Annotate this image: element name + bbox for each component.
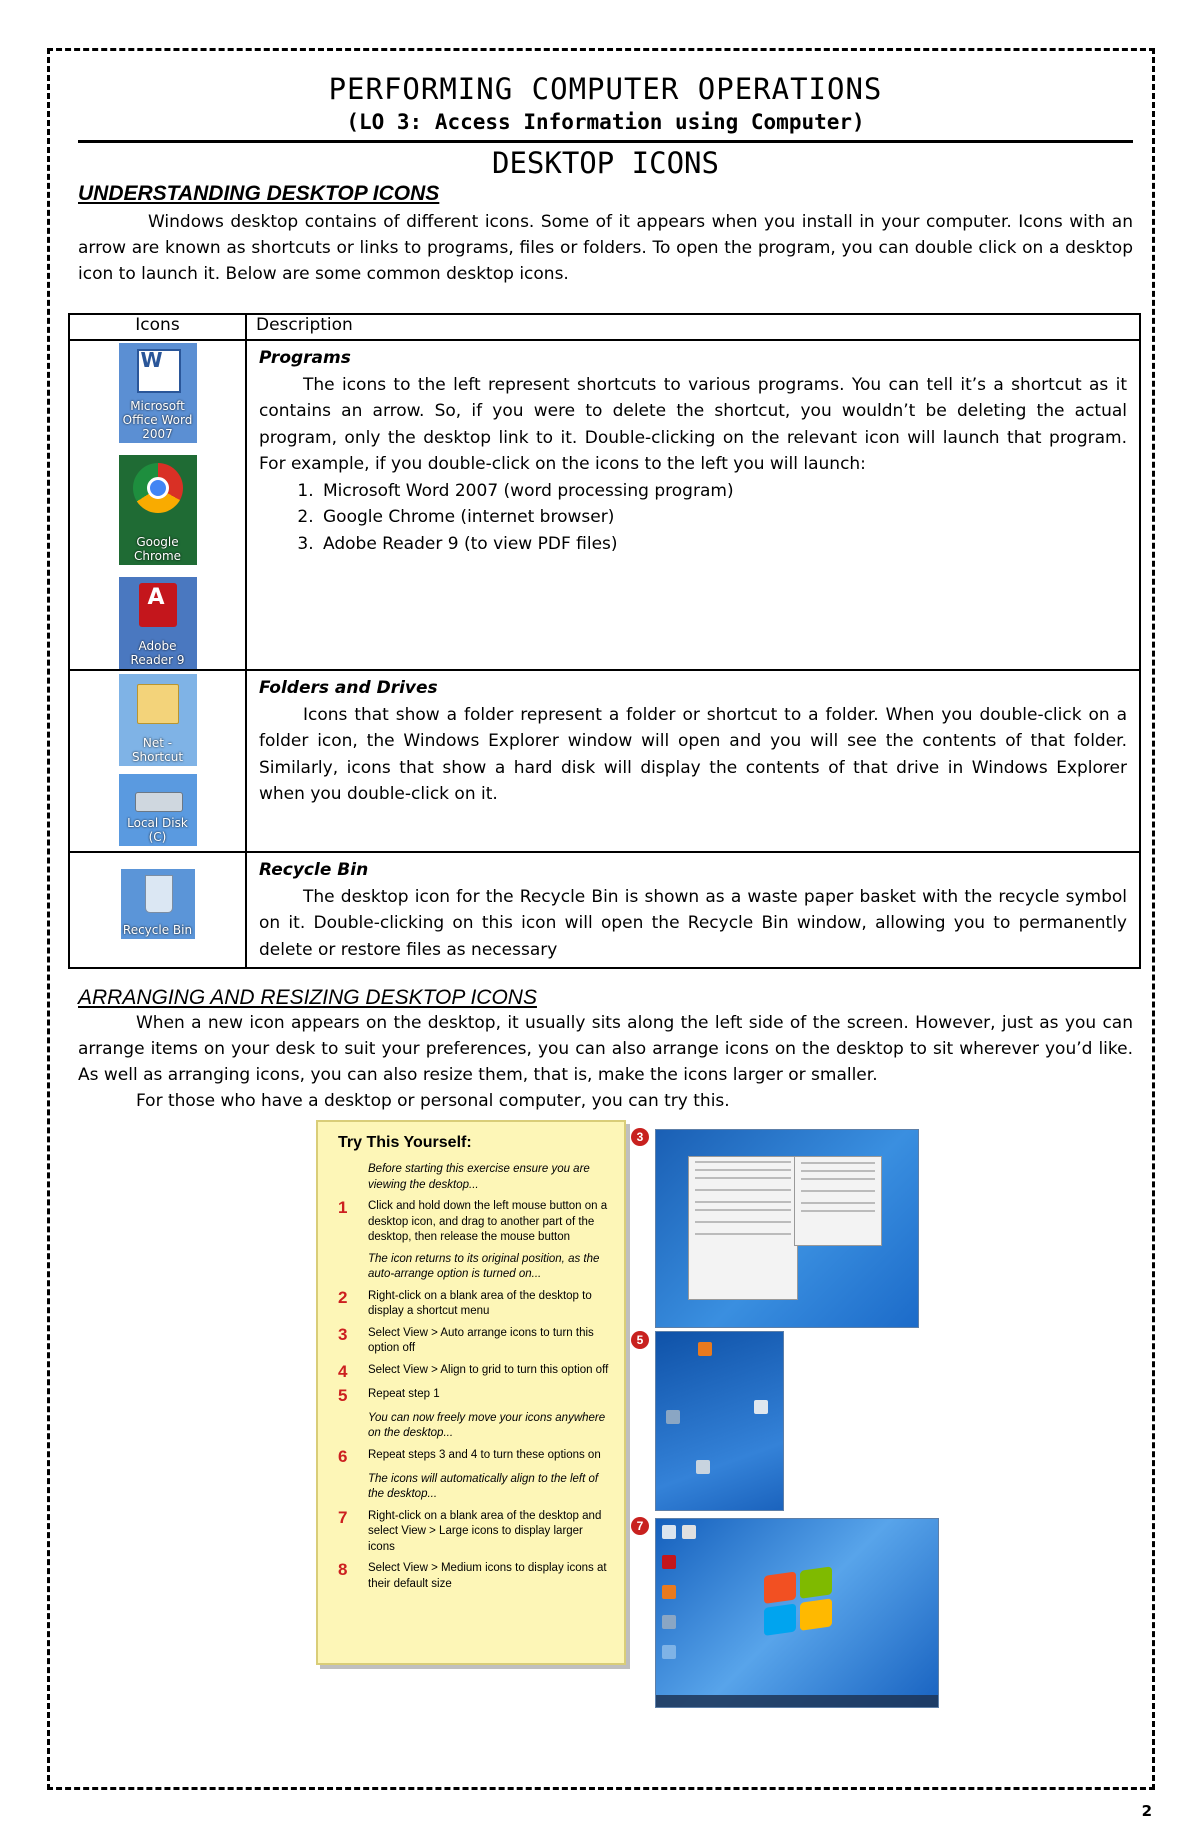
recycle-bin-icon: [696, 1460, 710, 1474]
computer-icon: [666, 1410, 680, 1424]
hard-disk-icon: Local Disk (C): [119, 774, 197, 846]
icons-table: [68, 313, 1141, 969]
step-text: Repeat steps 3 and 4 to turn these options on: [368, 1448, 601, 1461]
adobe-reader-icon: A Adobe Reader 9: [119, 577, 197, 669]
folder-icon: [662, 1645, 676, 1659]
try-steps: [338, 1162, 610, 1592]
computer-icon: [662, 1615, 676, 1629]
understanding-heading: UNDERSTANDING DESKTOP ICONS: [78, 182, 440, 205]
step-text: Right-click on a blank area of the desktop and select View > Large icons to display larger icons: [368, 1509, 602, 1553]
adobe-reader-icon: [662, 1555, 676, 1569]
try-step: [338, 1472, 610, 1503]
try-step: [338, 1162, 610, 1193]
programs-text: The icons to the left represent shortcuts to various programs. You can tell it’s a shortcut as it contains an arrow. So, if you were to delete the shortcut, you wouldn’t be deleting the actual program, only the desktop link to it. Double-clicking on the relevant icon will launch that program. For example, if you double-click on the icons to the left you will launch:: [259, 374, 1127, 474]
document-icon: [682, 1525, 696, 1539]
step-marker-5: 5: [631, 1331, 649, 1349]
programs-icons-cell: [69, 340, 246, 670]
page-number: 2: [1141, 1802, 1152, 1820]
step-marker-3: 3: [631, 1128, 649, 1146]
step-number: [338, 1472, 368, 1503]
document-icon: [754, 1400, 768, 1414]
try-step: [338, 1561, 610, 1592]
step-text: Before starting this exercise ensure you are viewing the desktop...: [368, 1163, 590, 1191]
step-text: Right-click on a blank area of the desktop to display a shortcut menu: [368, 1289, 592, 1317]
programs-description: [246, 340, 1140, 670]
try-step: [338, 1448, 610, 1466]
table-row: [69, 340, 1140, 670]
large-icons-screenshot: [655, 1518, 939, 1708]
try-step: [338, 1387, 610, 1405]
programs-list: [259, 478, 1127, 558]
try-step: [338, 1289, 610, 1320]
step-number: 2: [338, 1287, 348, 1307]
step-number: [338, 1162, 368, 1193]
step-marker-7: 7: [631, 1517, 649, 1535]
recycle-bin-icon: [662, 1525, 676, 1539]
free-icons-screenshot: [655, 1331, 784, 1511]
try-step: [338, 1509, 610, 1556]
context-menu: [688, 1156, 798, 1300]
col-icons-header: Icons: [69, 314, 246, 340]
folders-text: Icons that show a folder represent a folder or shortcut to a folder. When you double-click on a folder icon, the Windows Explorer window will open and you will see the contents of that folder. Similarly, icons that show a hard disk will display the contents of that drive in Windows Explorer when you double-click on it.: [259, 704, 1127, 804]
list-item: 2. Google Chrome (internet browser): [319, 504, 1127, 531]
step-number: 7: [338, 1507, 348, 1527]
firefox-icon: [698, 1342, 712, 1356]
programs-category: Programs: [259, 348, 351, 368]
step-text: Select View > Medium icons to display icons at their default size: [368, 1562, 607, 1590]
step-number: 6: [338, 1446, 348, 1466]
folders-category: Folders and Drives: [259, 678, 438, 698]
recycle-description: [246, 852, 1140, 968]
try-step: [338, 1199, 610, 1246]
col-description-header: Description: [246, 314, 1140, 340]
step-number: 8: [338, 1560, 348, 1579]
step-number: [338, 1411, 368, 1442]
try-step: [338, 1411, 610, 1442]
try-box-title: Try This Yourself:: [338, 1134, 472, 1151]
step-text: Click and hold down the left mouse button on a desktop icon, and drag to another part of the desktop, then release the mouse button: [368, 1200, 608, 1243]
folder-icon: Net - Shortcut: [119, 674, 197, 766]
list-item: 3. Adobe Reader 9 (to view PDF files): [319, 531, 1127, 558]
list-item: 1. Microsoft Word 2007 (word processing program): [319, 478, 1127, 505]
step-text: Select View > Align to grid to turn this option off: [368, 1363, 609, 1376]
table-header-row: [69, 314, 1140, 340]
context-menu-screenshot: [655, 1129, 919, 1328]
table-row: [69, 852, 1140, 968]
word-icon: W Microsoft Office Word 2007: [119, 343, 197, 443]
step-text: Repeat step 1: [368, 1387, 440, 1400]
try-this-yourself-box: [316, 1120, 626, 1665]
firefox-icon: [662, 1585, 676, 1599]
title-divider: [78, 140, 1133, 143]
step-number: 1: [338, 1198, 348, 1217]
section-title: DESKTOP ICONS: [492, 146, 719, 180]
step-text: You can now freely move your icons anywhere on the desktop...: [368, 1411, 606, 1439]
try-step: [338, 1252, 610, 1283]
page-title: PERFORMING COMPUTER OPERATIONS: [328, 72, 883, 106]
windows-logo-icon: [764, 1566, 834, 1638]
page-subtitle: (LO 3: Access Information using Computer): [346, 110, 865, 134]
try-step: [338, 1326, 610, 1357]
folders-description: [246, 670, 1140, 852]
recycle-category: Recycle Bin: [259, 860, 369, 880]
arranging-paragraph: When a new icon appears on the desktop, it usually sits along the left side of the screen. However, just as you can arrange items on your desk to suit your preferences, you can also arrange icons on the desktop to sit wherever you’d like. As well as arranging icons, you can also resize them, that is, make the icons larger or smaller.: [78, 1013, 1133, 1085]
recycle-bin-icon: Recycle Bin: [121, 869, 195, 939]
try-step: [338, 1363, 610, 1381]
recycle-icons-cell: [69, 852, 246, 968]
arranging-paragraph-2: For those who have a desktop or personal computer, you can try this.: [136, 1091, 730, 1111]
step-number: [338, 1252, 368, 1283]
folders-icons-cell: [69, 670, 246, 852]
table-row: [69, 670, 1140, 852]
recycle-text: The desktop icon for the Recycle Bin is shown as a waste paper basket with the recycle symbol on it. Double-clicking on this icon will open the Recycle Bin window, allowing you to permanently delete or restore files as necessary: [259, 886, 1127, 960]
step-number: 5: [338, 1385, 348, 1405]
step-text: The icon returns to its original position, as the auto-arrange option is turned on...: [368, 1252, 600, 1280]
arranging-heading: ARRANGING AND RESIZING DESKTOP ICONS: [78, 986, 537, 1009]
step-number: 4: [338, 1361, 348, 1381]
chrome-icon: Google Chrome: [119, 455, 197, 565]
understanding-paragraph: Windows desktop contains of different icons. Some of it appears when you install in your computer. Icons with an arrow are known as shortcuts or links to programs, files or folders. To open the program, you can double click on a desktop icon to launch it. Below are some common desktop icons.: [78, 212, 1133, 284]
step-text: Select View > Auto arrange icons to turn this option off: [368, 1326, 594, 1354]
step-text: The icons will automatically align to the left of the desktop...: [368, 1472, 599, 1500]
step-number: 3: [338, 1324, 348, 1344]
view-submenu: [794, 1156, 882, 1246]
taskbar: [656, 1695, 938, 1707]
